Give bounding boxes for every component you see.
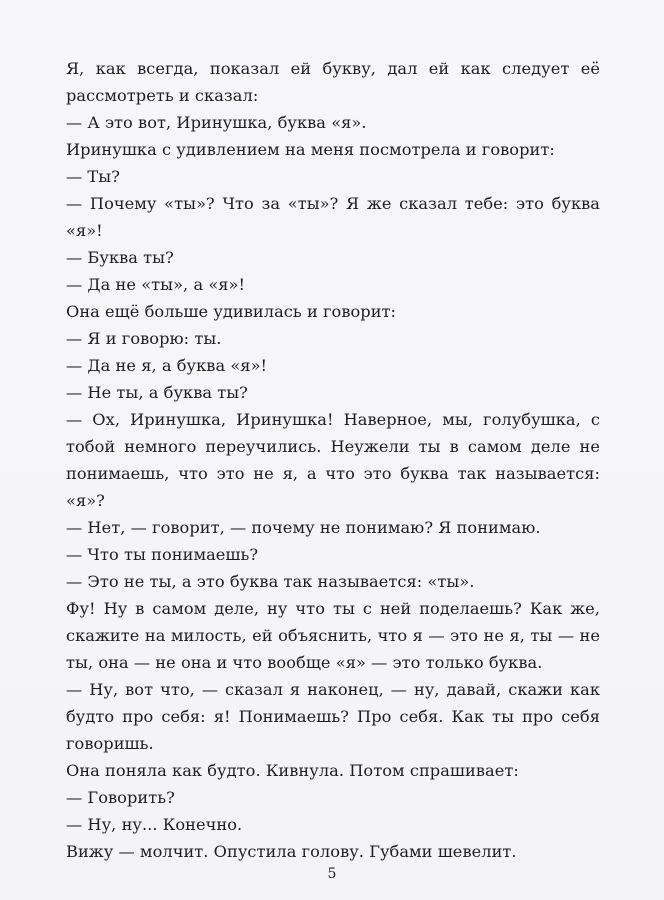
paragraph: — Нет, — говорит, — почему не понимаю? Я понимаю. bbox=[66, 518, 541, 537]
paragraph: — Почему «ты»? Что за «ты»? Я же сказал тебе: это буква «я»! bbox=[66, 194, 600, 240]
paragraph: Я, как всегда, показал ей букву, дал ей как следует её рассмотреть и сказал: bbox=[66, 59, 600, 105]
paragraph: — Что ты понимаешь? bbox=[66, 545, 259, 564]
paragraph: Иринушка с удивлением на меня посмотрела и говорит: bbox=[66, 140, 555, 159]
paragraph: — Ну, ну... Конечно. bbox=[66, 815, 243, 834]
paragraph: — Это не ты, а это буква так называется: «ты». bbox=[66, 572, 475, 591]
paragraph: Вижу — молчит. Опустила голову. Губами шевелит. bbox=[66, 842, 517, 861]
paragraph: — Ну, вот что, — сказал я наконец, — ну, давай, скажи как будто про себя: я! Понимаешь? Про себя. Как ты про себя говоришь. bbox=[66, 680, 600, 753]
paragraph: Она ещё больше удивилась и говорит: bbox=[66, 302, 397, 321]
page-text bbox=[66, 55, 600, 865]
paragraph: — Да не «ты», а «я»! bbox=[66, 275, 246, 294]
paragraph: — Я и говорю: ты. bbox=[66, 329, 222, 348]
paragraph: — Ох, Иринушка, Иринушка! Наверное, мы, голубушка, с тобой немного переучились. Неужели ты в самом деле не понимаешь, что это не я, а что это буква так называется: «я»? bbox=[66, 410, 600, 510]
paragraph: Фу! Ну в самом деле, ну что ты с ней поделаешь? Как же, скажите на милость, ей объяснить, что я — это не я, ты — не ты, она — не она и что вообще «я» — это только буква. bbox=[66, 599, 600, 672]
paragraph: — Говорить? bbox=[66, 788, 175, 807]
paragraph: — Буква ты? bbox=[66, 248, 174, 267]
paragraph: — Не ты, а буква ты? bbox=[66, 383, 248, 402]
paragraph: — Ты? bbox=[66, 167, 120, 186]
page-number: 5 bbox=[327, 866, 337, 882]
paragraph: — А это вот, Иринушка, буква «я». bbox=[66, 113, 367, 132]
paragraph: — Да не я, а буква «я»! bbox=[66, 356, 268, 375]
paragraph: Она поняла как будто. Кивнула. Потом спрашивает: bbox=[66, 761, 519, 780]
